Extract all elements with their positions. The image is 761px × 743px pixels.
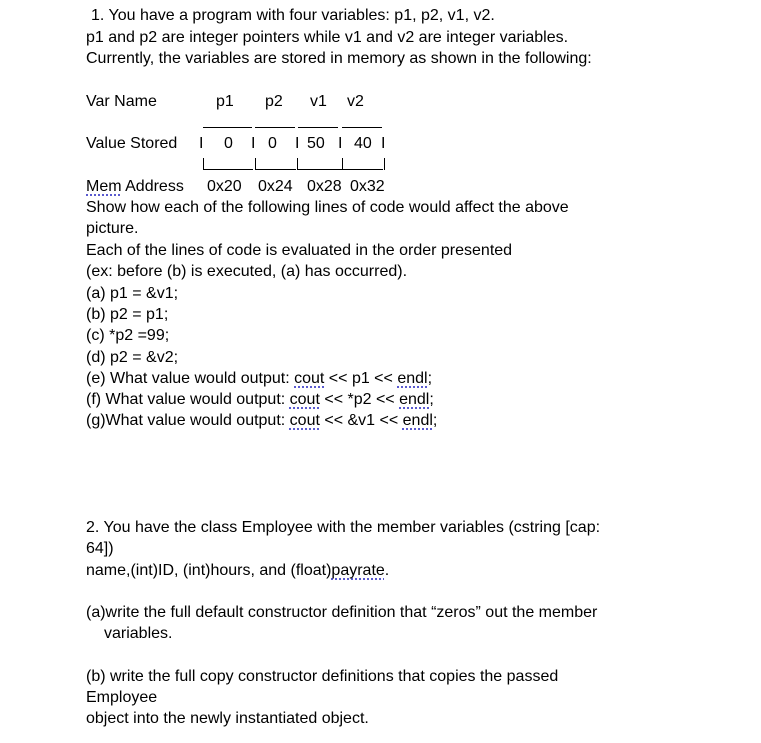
cell-bottom-border-1: [204, 169, 253, 170]
q1-line2: p1 and p2 are integer pointers while v1 and v2 are integer variables.: [86, 29, 569, 46]
item-f-mid: << *p2 <<: [319, 391, 400, 408]
mem-word: Mem: [86, 178, 122, 195]
item-e: [86, 369, 432, 389]
item-g: [86, 411, 437, 431]
cell-bottom-border-4: [343, 169, 383, 170]
cell-top-border-1: [203, 127, 252, 128]
value-v1: 50: [307, 135, 325, 152]
item-g-mid: << &v1 <<: [319, 412, 403, 429]
var-name-v2: v2: [347, 93, 364, 110]
var-name-v1: v1: [310, 93, 327, 110]
cell-top-border-2: [255, 127, 295, 128]
item-e-semicolon: ;: [427, 370, 433, 387]
item-f-semicolon: ;: [429, 391, 434, 408]
q2-b-line2: Employee: [86, 689, 158, 706]
item-g-cout: cout: [289, 412, 320, 429]
mem-address-label: [86, 177, 184, 197]
cell-separator: I: [199, 135, 204, 152]
item-f-prefix: (f) What value would output:: [86, 391, 290, 408]
show-line1: Show how each of the following lines of code would affect the above: [86, 199, 569, 216]
item-e-endl: endl: [397, 370, 428, 387]
show-line2: picture.: [86, 220, 139, 237]
cell-bottom-tick: [384, 158, 385, 170]
cell-bottom-border-2: [256, 169, 296, 170]
q2-a-line1: (a)write the full default constructor definition that “zeros” out the member: [86, 604, 598, 621]
value-p1: 0: [224, 135, 233, 152]
item-e-cout: cout: [294, 370, 325, 387]
address-v2: 0x32: [350, 178, 385, 195]
item-d: (d) p2 = &v2;: [86, 349, 179, 366]
cell-top-border-4: [342, 127, 382, 128]
order-line2: (ex: before (b) is executed, (a) has occurred).: [86, 263, 408, 280]
q2-line3: [86, 561, 389, 581]
cell-separator: I: [251, 135, 256, 152]
item-f-cout: cout: [289, 391, 320, 408]
item-g-prefix: (g)What value would output:: [86, 412, 290, 429]
q1-header: 1. You have a program with four variables: p1, p2, v1, v2.: [91, 7, 495, 24]
address-v1: 0x28: [307, 178, 342, 195]
q2-a-line2: variables.: [104, 625, 173, 642]
item-c: (c) *p2 =99;: [86, 327, 170, 344]
item-f-endl: endl: [399, 391, 430, 408]
address-word: Address: [125, 178, 184, 195]
var-name-p1: p1: [216, 93, 234, 110]
address-p2: 0x24: [258, 178, 293, 195]
q2-line2: 64]): [86, 540, 114, 557]
q2-b-line1: (b) write the full copy constructor definitions that copies the passed: [86, 668, 559, 685]
item-b: (b) p2 = p1;: [86, 306, 169, 323]
value-p2: 0: [268, 135, 277, 152]
var-name-label: Var Name: [86, 93, 157, 110]
q2-line1: 2. You have the class Employee with the member variables (cstring [cap:: [86, 519, 601, 536]
value-stored-label: Value Stored: [86, 135, 178, 152]
value-v2: 40: [354, 135, 372, 152]
order-line1: Each of the lines of code is evaluated in the order presented: [86, 242, 513, 259]
cell-separator: I: [338, 135, 343, 152]
q1-line3: Currently, the variables are stored in memory as shown in the following:: [86, 50, 592, 67]
cell-separator: I: [295, 135, 300, 152]
item-f: [86, 390, 434, 410]
cell-bottom-border-3: [298, 169, 342, 170]
item-e-mid: << p1 <<: [324, 370, 398, 387]
q2-line3-suffix: .: [384, 562, 390, 579]
q2-line3-prefix: name,(int)ID, (int)hours, and (float): [86, 562, 332, 579]
item-e-prefix: (e) What value would output:: [86, 370, 295, 387]
cell-top-border-3: [298, 127, 338, 128]
item-g-semicolon: ;: [432, 412, 438, 429]
item-a: (a) p1 = &v1;: [86, 285, 179, 302]
var-name-p2: p2: [265, 93, 283, 110]
q2-payrate: payrate: [331, 562, 385, 579]
q2-b-line3: object into the newly instantiated object.: [86, 710, 369, 727]
item-g-endl: endl: [402, 412, 433, 429]
cell-separator: I: [381, 135, 386, 152]
address-p1: 0x20: [207, 178, 242, 195]
